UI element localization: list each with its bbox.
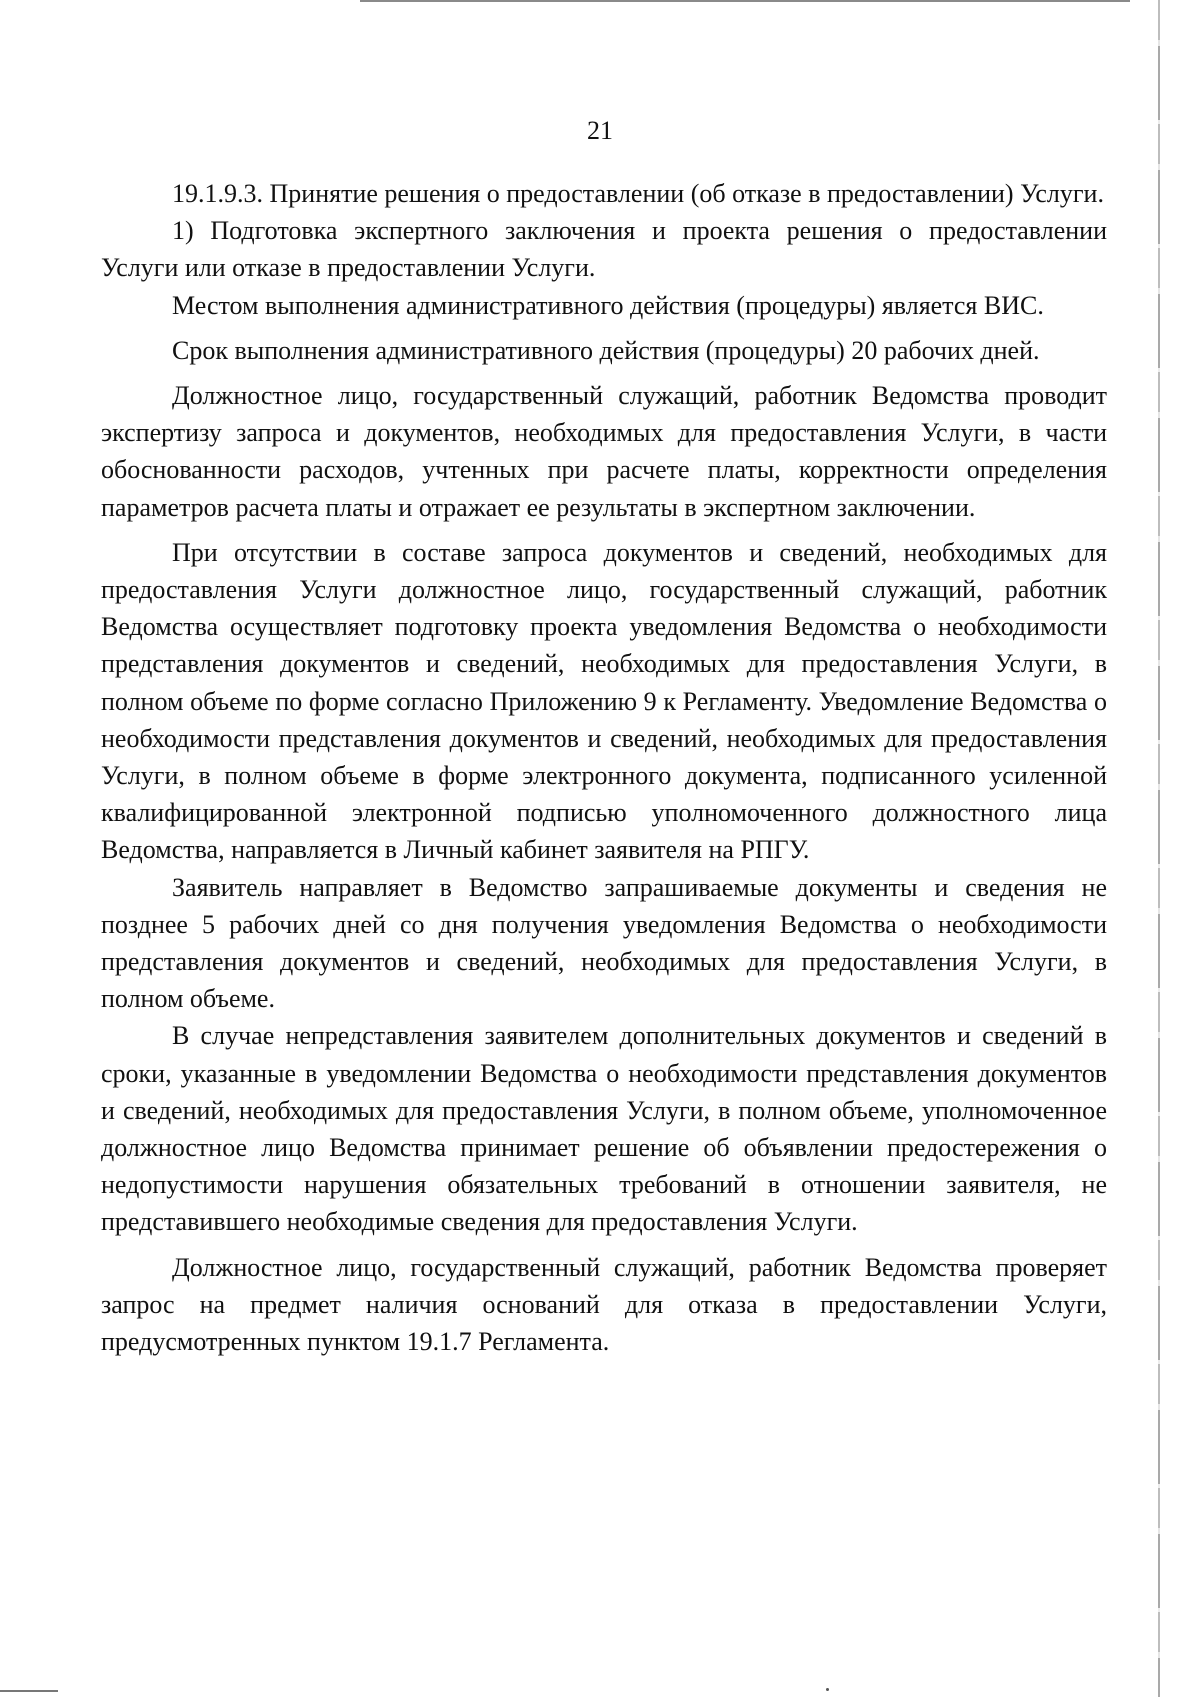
paragraph-place: Местом выполнения административного действия (процедуры) является ВИС. xyxy=(172,290,1044,320)
scan-edge-right xyxy=(1158,0,1160,1697)
paragraph-non-submission: В случае непредставления заявителем дополнительных документов и сведений в сроки, указанные в уведомлении Ведомства о необходимости представления документов и сведений, необходимых для предоставления Услуги, в полном объеме, уполномоченное должностное лицо Ведомства принимает решение об объявлении предостережения о недопустимости нарушения обязательных требований в отношении заявителя, не представившего необходимые сведения для предоставления Услуги. xyxy=(101,1021,1107,1237)
paragraph-section-heading: 19.1.9.3. Принятие решения о предоставлении (об отказе в предоставлении) Услуги. xyxy=(172,179,1104,208)
paragraph-applicant-submits: Заявитель направляет в Ведомство запрашиваемые документы и сведения не позднее 5 рабочих дней со дня получения уведомления Ведомства о необходимости представления документов и сведений, необходимых для предоставления Услуги, в полном объеме. xyxy=(101,872,1107,1014)
paragraph-expert-conclusion: 1) Подготовка экспертного заключения и проекта решения о предоставлении Услуги или отказе в предоставлении Услуги. xyxy=(101,216,1107,283)
scan-artifact-dot xyxy=(826,1688,829,1691)
document-body xyxy=(101,175,1107,1360)
scan-edge-bottom xyxy=(0,1690,58,1692)
page-number: 21 xyxy=(587,116,613,145)
paragraph-missing-documents: При отсутствии в составе запроса документов и сведений, необходимых для предоставления Услуги должностное лицо, государственный служащий, работник Ведомства осуществляет подготовку проекта уведомления Ведомства о необходимости представления документов и сведений, необходимых для предоставления Услуги, в полном объеме по форме согласно Приложению 9 к Регламенту. Уведомление Ведомства о необходимости представления документов и сведений, необходимых для предоставления Услуги, в полном объеме в форме электронного документа, подписанного усиленной квалифицированной электронной подписью уполномоченного должностного лица Ведомства, направляется в Личный кабинет заявителя на РПГУ. xyxy=(101,537,1107,865)
scan-edge-top xyxy=(360,0,1130,2)
paragraph-refusal-check: Должностное лицо, государственный служащий, работник Ведомства проверяет запрос на предмет наличия оснований для отказа в предоставлении Услуги, предусмотренных пунктом 19.1.7 Регламента. xyxy=(101,1252,1107,1357)
paragraph-expertise: Должностное лицо, государственный служащий, работник Ведомства проводит экспертизу запроса и документов, необходимых для предоставления Услуги, в части обоснованности расходов, учтенных при расчете платы, корректности определения параметров расчета платы и отражает ее результаты в экспертном заключении. xyxy=(101,381,1107,522)
paragraph-term: Срок выполнения административного действия (процедуры) 20 рабочих дней. xyxy=(172,335,1040,365)
